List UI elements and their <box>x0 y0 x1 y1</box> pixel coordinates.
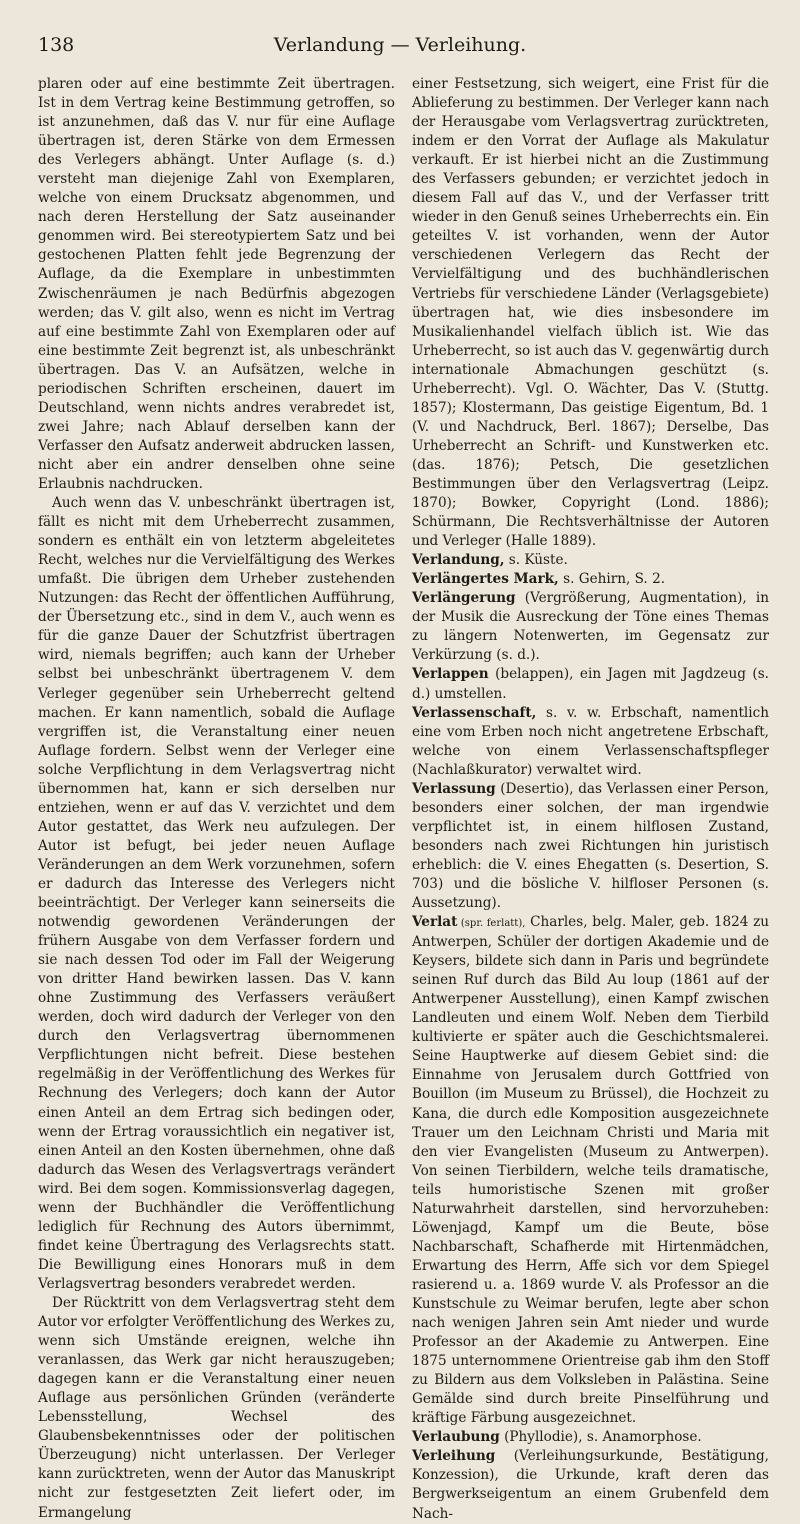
entry-text: (Phyllodie), s. Anamorphose. <box>499 1429 702 1446</box>
headword: Verlängertes Mark, <box>412 571 559 588</box>
headword: Verlassung <box>412 780 496 797</box>
right-column <box>412 75 769 1522</box>
entry-verlaengertes-mark <box>412 570 769 589</box>
headword: Verleihung <box>412 1448 496 1465</box>
headword: Verlat <box>412 914 458 931</box>
entry-verlassenschaft <box>412 704 769 780</box>
entry-text: s. Gehirn, S. 2. <box>558 571 666 588</box>
entry-text: s. v. w. Erbschaft, namentlich eine vom Erben noch nicht angetretene Erbschaft, welche von einem Verlassenschaftspfleger (Nachlaßkurator) verwaltet wird. <box>412 704 769 778</box>
headword: Verlappen <box>412 666 489 683</box>
left-column <box>38 75 395 1521</box>
entry-verlappen <box>412 665 769 703</box>
paragraph: Der Rücktritt von dem Verlagsvertrag steht dem Autor vor erfolgter Veröffentlichung des Werkes zu, wenn sich Umstände ereignen, welche ihn veranlassen, das Werk gar nicht herauszugeben; dagegen kann er die Veranstaltung einer neuen Auflage aus persönlichen Gründen (veränderte Lebensstellung, Wechsel des Glaubensbekenntnisses oder der politischen Überzeugung) nicht unterlassen. Der Verleger kann zurücktreten, wenn der Autor das Manuskript nicht zur festgesetzten Zeit liefert oder, im Ermangelung <box>38 1295 395 1521</box>
paragraph: einer Festsetzung, sich weigert, eine Frist für die Ablieferung zu bestimmen. Der Verleger kann nach der Herausgabe vom Verlagsvertrag zurücktreten, indem er den Vorrat der Auflage als Makulatur verkauft. Er ist hierbei nicht an die Zustimmung des Verfassers gebunden; er verzichtet jedoch in diesem Fall auf das V., und der Verfasser tritt wieder in den Genuß seines Urheberrechts ein. Ein geteiltes V. ist vorhanden, wenn der Autor verschiedenen Verlegern das Recht der Vervielfältigung und des buchhändlerischen Vertriebs für verschiedene Länder (Verlagsgebiete) übertragen hat, wie dies insbesondere im Musikalienhandel vielfach üblich ist. Wie das Urheberrecht, so ist auch das V. gegenwärtig durch internationale Abmachungen geschützt (s. Urheberrecht). Vgl. O. Wächter, Das V. (Stuttg. 1857); Klostermann, Das geistige Eigentum, Bd. 1 (V. und Nachdruck, Berl. 1867); Derselbe, Das Urheberrecht an Schrift- und Kunstwerken etc. (das. 1876); Petsch, Die gesetzlichen Bestimmungen über den Verlagsvertrag (Leipz. 1870); Bowker, Copyright (Lond. 1886); Schürmann, Die Rechtsverhältnisse der Autoren und Verleger (Halle 1889). <box>412 76 769 550</box>
page-header <box>38 34 762 64</box>
entry-text: (Desertio), das Verlassen einer Person, besonders einer solchen, der man irgendwie verpflichtet ist, in einem hilflosen Zustand, besonders nach zwei Richtungen hin juristisch erheblich: die V. eines Ehegatten (s. Desertion, S. 703) und die bösliche V. hilfloser Personen (s. Aussetzung). <box>412 780 769 912</box>
entry-text: (belappen), ein Jagen mit Jagdzeug (s. d.) umstellen. <box>412 666 769 702</box>
headword: Verlandung, <box>412 552 505 569</box>
entry-text: s. Küste. <box>504 552 568 569</box>
entry-text: Charles, belg. Maler, geb. 1824 zu Antwerpen, Schüler der dortigen Akademie und de Keysers, bildete sich dann in Paris und begründete seinen Ruf durch das Bild Au loup (1861 auf der Antwerpener Ausstellung), einen Kampf zwischen Landleuten und einem Wolf. Neben dem Tierbild kultivierte er später auch die Geschichtsmalerei. Seine Hauptwerke auf diesem Gebiet sind: die Einnahme von Jerusalem durch Gottfried von Bouillon (im Museum zu Brüssel), die Hochzeit zu Kana, die durch edle Komposition ausgezeichnete Trauer um den Leichnam Christi und Maria mit den vier Evangelisten (Museum zu Antwerpen). Von seinen Tierbildern, welche teils dramatische, teils humoristische Szenen mit großer Naturwahrheit darstellen, sind hervorzuheben: Löwenjagd, Kampf um die Beute, böse Nachbarschaft, Schafherde mit Hirtenmädchen, Erwartung des Herrn, Affe sich vor dem Spiegel rasierend u. a. 1869 wurde V. als Professor an die Kunstschule zu Weimar berufen, legte aber schon nach wenigen Jahren sein Amt nieder und wurde Professor an der Akademie zu Antwerpen. Eine 1875 unternommene Orientreise gab ihm den Stoff zu Bildern aus dem Volksleben in Palästina. Seine Gemälde sind durch breite Pinselführung und kräftige Färbung ausgezeichnet. <box>412 914 769 1427</box>
entry-verlandung <box>412 551 769 570</box>
pronunciation: (spr. ferlatt), <box>457 918 526 930</box>
headword: Verlaubung <box>412 1429 500 1446</box>
entry-verlaengerung <box>412 589 769 665</box>
running-title: Verlandung — Verleihung. <box>273 34 527 56</box>
entry-verlaubung <box>412 1428 769 1447</box>
headword: Verlängerung <box>412 590 516 607</box>
entry-text: (Verleihungsurkunde, Bestätigung, Konzession), die Urkunde, kraft deren das Bergwerkseigentum an einem Grubenfeld dem Nach- <box>412 1448 769 1522</box>
entry-verlat <box>412 913 769 1428</box>
entry-text: (Vergrößerung, Augmentation), in der Musik die Ausreckung der Töne eines Themas zu längern Notenwerten, im Gegensatz zur Verkürzung (s. d.). <box>412 590 769 664</box>
paragraph: plaren oder auf eine bestimmte Zeit übertragen. Ist in dem Vertrag keine Bestimmung getroffen, so ist anzunehmen, daß das V. nur für eine Auflage übertragen ist, deren Stärke von dem Ermessen des Verlegers abhängt. Unter Auflage (s. d.) versteht man diejenige Zahl von Exemplaren, welche von einem Drucksatz abgenommen, und nach deren Herstellung der Satz auseinander genommen wird. Bei stereotypiertem Satz und bei gestochenen Platten fehlt jede Begrenzung der Auflage, da die Exemplare in unbestimmten Zwischenräumen je nach Bedürfnis abgezogen werden; das V. gilt also, wenn es nicht im Vertrag auf eine bestimmte Zahl von Exemplaren oder auf eine bestimmte Zeit begrenzt ist, als unbeschränkt übertragen. Das V. an Aufsätzen, welche in periodischen Schriften erscheinen, dauert im Deutschland, wenn nichts andres verabredet ist, zwei Jahre; nach Ablauf derselben kann der Verfasser den Aufsatz anderweit abdrucken lassen, nicht aber ein andrer denselben ohne seine Erlaubnis nachdrucken. <box>38 76 395 492</box>
page-number: 138 <box>38 34 75 56</box>
entry-verlassung <box>412 780 769 913</box>
headword: Verlassenschaft, <box>412 704 537 721</box>
entry-verleihung <box>412 1447 769 1523</box>
paragraph: Auch wenn das V. unbeschränkt übertragen ist, fällt es nicht mit dem Urheberrecht zusammen, sondern es enthält ein von letzterm abgeleitetes Recht, welches nur die Vervielfältigung des Werkes umfaßt. Die übrigen dem Urheber zustehenden Nutzungen: das Recht der öffentlichen Aufführung, der Übersetzung etc., sind in dem V., auch wenn es für die ganze Dauer der Schutzfrist übertragen wird, niemals begriffen; auch kann der Urheber selbst bei unbeschränkt übertragenem V. dem Verleger gegenüber sein Urheberrecht geltend machen. Er kann namentlich, sobald die Auflage vergriffen ist, die Veranstaltung einer neuen Auflage fordern. Selbst wenn der Verleger eine solche Verpflichtung in dem Verlagsvertrag nicht übernommen hat, kann er sich derselben nur entziehen, wenn er auf das V. verzichtet und dem Autor gestattet, das Werk neu aufzulegen. Der Autor ist befugt, bei jeder neuen Auflage Veränderungen an dem Werk vorzunehmen, sofern er dadurch das Interesse des Verlegers nicht beeinträchtigt. Der Verleger kann seinerseits die notwendig gewordenen Veränderungen der frühern Ausgabe von dem Verfasser fordern und sie nach dessen Tod oder im Fall der Weigerung von dritter Hand bewirken lassen. Das V. kann ohne Zustimmung des Verfassers veräußert werden, doch wird dadurch der Verleger von den durch den Verlagsvertrag übernommenen Verpflichtungen nicht befreit. Diese bestehen regelmäßig in der Veröffentlichung des Werkes für Rechnung des Verlegers; doch kann der Autor einen Anteil an dem Ertrag sich bedingen oder, wenn der Ertrag voraussichtlich ein negativer ist, einen Anteil an den Kosten übernehmen, ohne daß dadurch das Wesen des Verlagsvertrags verändert wird. Bei dem sogen. Kommissionsverlag dagegen, wenn der Buchhändler die Veröffentlichung lediglich für Rechnung des Autors übernimmt, findet keine Übertragung des Verlagsrechts statt. Die Bewilligung eines Honorars muß in dem Verlagsvertrag besonders verabredet werden. <box>38 495 395 1292</box>
